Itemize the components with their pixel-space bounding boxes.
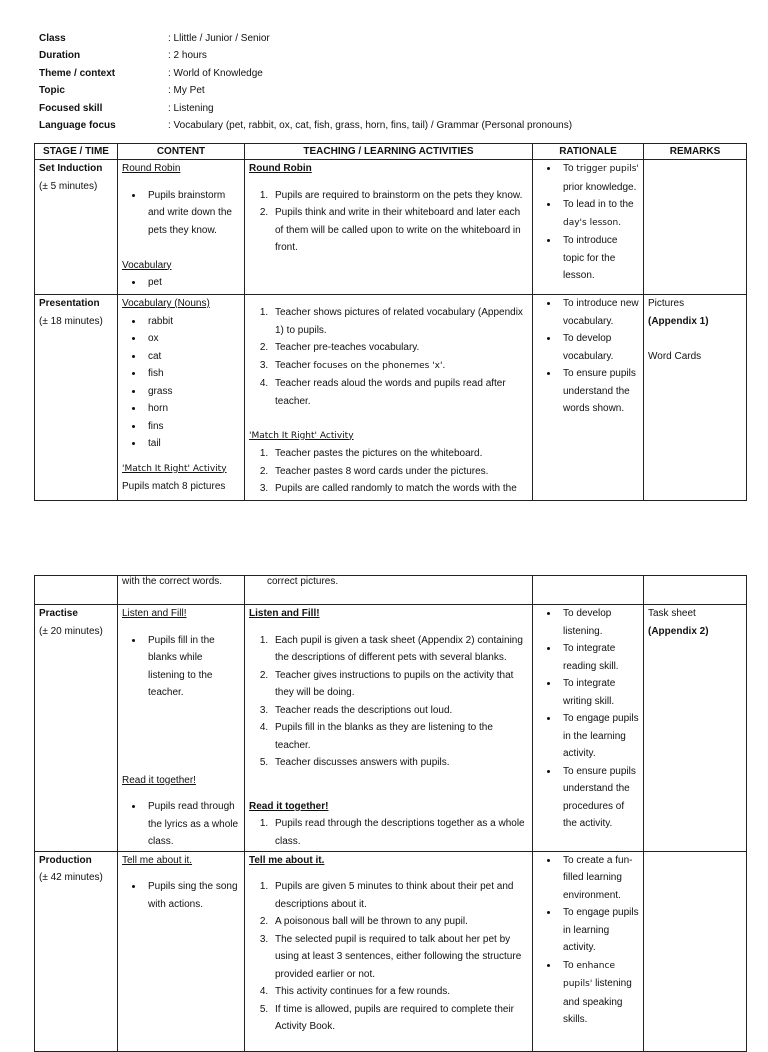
list-item: • ox — [144, 330, 240, 348]
remarks-appendix: (Appendix 1) — [648, 315, 709, 327]
list-item: • Pupils sing the song with actions. — [144, 878, 240, 913]
list-item: • To integrate reading skill. — [559, 640, 639, 675]
list-item: 1. Teacher pastes the pictures on the whiteboard. — [271, 445, 528, 463]
header-key: Focused skill — [39, 102, 103, 114]
content-list — [122, 878, 240, 913]
remarks-word-cards: Word Cards — [648, 350, 702, 362]
remarks-cell — [644, 160, 747, 295]
column-header-content: CONTENT — [118, 144, 245, 160]
activity-list — [249, 878, 528, 1036]
activity-heading: Listen and Fill! — [249, 608, 320, 619]
header-row-skill — [39, 100, 572, 117]
content-cell — [118, 605, 245, 852]
content-heading: Vocabulary (Nouns) — [122, 298, 210, 309]
stage-name: Presentation — [39, 298, 100, 309]
stage-name: Set Induction — [39, 163, 103, 174]
list-item: 3. Pupils are called randomly to match the words with the — [271, 480, 528, 498]
header-value: : Llittle / Junior / Senior — [168, 33, 270, 44]
list-item: • Pupils brainstorm and write down the pets they know. — [144, 187, 240, 240]
content-heading: Round Robin — [122, 163, 181, 174]
header-row-class — [39, 30, 572, 47]
activities-cell — [245, 576, 533, 605]
rationale-list — [537, 852, 639, 1029]
activities-cell — [245, 605, 533, 852]
list-item: 2. Pupils think and write in their whiteboard and later each of them will be called upon to write on the whiteboard in front. — [271, 204, 528, 257]
stage-time: (± 42 minutes) — [39, 872, 103, 883]
content-list — [122, 798, 240, 851]
list-item: 4. Teacher reads aloud the words and pupils read after teacher. — [271, 375, 528, 410]
activity-list — [249, 304, 528, 410]
list-item: • Pupils fill in the blanks while listening to the teacher. — [144, 632, 240, 702]
header-value: : Listening — [168, 102, 214, 114]
list-item: • To engage pupils in learning activity. — [559, 904, 639, 957]
activities-cell — [245, 160, 533, 295]
list-item: • cat — [144, 348, 240, 366]
content-heading: Tell me about it. — [122, 854, 193, 866]
activity-heading: Read it together! — [249, 800, 329, 812]
rationale-cell — [533, 295, 644, 501]
list-item: • To introduce topic for the lesson. — [559, 232, 639, 285]
activity-list — [249, 815, 528, 850]
remarks-pictures: Pictures — [648, 298, 685, 309]
list-item: 5. Teacher discusses answers with pupils. — [271, 754, 528, 772]
list-item: 3. The selected pupil is required to talk about her pet by using at least 3 sentences, either following the structure provided earlier or not. — [271, 931, 528, 984]
header-value: : My Pet — [168, 85, 205, 97]
list-item: • To create a fun-filled learning environment. — [559, 852, 639, 905]
content-activity-heading: 'Match It Right' Activity — [122, 463, 227, 474]
header-row-language — [39, 117, 572, 134]
stage-time: (± 20 minutes) — [39, 625, 103, 637]
list-item: 4. Pupils fill in the blanks as they are listening to the teacher. — [271, 719, 528, 754]
rationale-list — [537, 605, 639, 833]
list-item: 1. Pupils are given 5 minutes to think about their pet and descriptions about it. — [271, 878, 528, 913]
activity-heading: Round Robin — [249, 163, 312, 174]
header-row-topic — [39, 82, 572, 99]
remarks-appendix: (Appendix 2) — [648, 625, 709, 637]
content-list — [122, 632, 240, 702]
column-header-remarks: REMARKS — [644, 144, 747, 160]
activity-list — [249, 445, 528, 498]
stage-cell — [35, 160, 118, 295]
remarks-cell — [644, 605, 747, 852]
vocabulary-list — [122, 274, 240, 292]
lesson-plan-table-page-2 — [34, 575, 747, 1052]
list-item: • To develop vocabulary. — [559, 330, 639, 365]
rationale-list — [537, 295, 639, 418]
content-cell — [118, 851, 245, 1051]
stage-cell — [35, 295, 118, 501]
content-list — [122, 187, 240, 240]
header-key: Class — [39, 33, 66, 44]
list-item: • To integrate writing skill. — [559, 675, 639, 710]
header-value: : World of Knowledge — [168, 67, 263, 79]
list-item: 2. Teacher pastes 8 word cards under the pictures. — [271, 463, 528, 481]
content-heading: Read it together! — [122, 774, 196, 786]
lesson-header — [39, 30, 572, 134]
list-item: • grass — [144, 383, 240, 401]
list-item: • fish — [144, 365, 240, 383]
table-row-presentation — [35, 295, 747, 501]
rationale-cell — [533, 851, 644, 1051]
rationale-cell — [533, 160, 644, 295]
list-item: • pet — [144, 274, 240, 292]
rationale-cell — [533, 605, 644, 852]
header-key: Language focus — [39, 119, 116, 131]
content-activity-text: Pupils match 8 pictures — [122, 481, 226, 492]
content-text: with the correct words. — [122, 576, 223, 587]
stage-cell — [35, 851, 118, 1051]
activity-heading: Tell me about it. — [249, 854, 325, 866]
rationale-list — [537, 160, 639, 285]
list-item: • fins — [144, 418, 240, 436]
content-cell — [118, 160, 245, 295]
list-item: • tail — [144, 435, 240, 453]
list-item: 1. Pupils are required to brainstorm on the pets they know. — [271, 187, 528, 205]
header-value: : 2 hours — [168, 50, 207, 62]
remarks-task-sheet: Task sheet — [648, 608, 696, 619]
header-row-duration — [39, 47, 572, 64]
vocabulary-heading: Vocabulary — [122, 259, 172, 271]
list-item: 2. A poisonous ball will be thrown to any pupil. — [271, 913, 528, 931]
list-item: • To introduce new vocabulary. — [559, 295, 639, 330]
table-header-row — [35, 144, 747, 160]
list-item: 1. Teacher shows pictures of related vocabulary (Appendix 1) to pupils. — [271, 304, 528, 339]
header-value: : Vocabulary (pet, rabbit, ox, cat, fish, grass, horn, fins, tail) / Grammar (Personal pronouns) — [168, 119, 573, 131]
column-header-stage: STAGE / TIME — [35, 144, 118, 160]
column-header-rationale: RATIONALE — [533, 144, 644, 160]
list-item: • rabbit — [144, 313, 240, 331]
list-item: 1. Each pupil is given a task sheet (Appendix 2) containing the descriptions of different pets with several blanks. — [271, 632, 528, 667]
activity-list — [249, 632, 528, 772]
stage-time: (± 18 minutes) — [39, 315, 103, 327]
activities-cell — [245, 295, 533, 501]
table-row-set-induction — [35, 160, 747, 295]
rationale-cell — [533, 576, 644, 605]
stage-time: (± 5 minutes) — [39, 180, 98, 192]
list-item: • To enhance pupils' listening and speaking skills. — [559, 957, 639, 1029]
header-row-theme — [39, 65, 572, 82]
list-item: 3. Teacher reads the descriptions out loud. — [271, 702, 528, 720]
list-item: • To trigger pupils' prior knowledge. — [559, 160, 639, 196]
stage-cell — [35, 576, 118, 605]
list-item: 4. This activity continues for a few rounds. — [271, 983, 528, 1001]
header-key: Duration — [39, 50, 81, 62]
remarks-cell — [644, 851, 747, 1051]
stage-name: Production — [39, 854, 92, 866]
activity-list — [249, 187, 528, 257]
activity-text: correct pictures. — [267, 576, 339, 587]
list-item: • Pupils read through the lyrics as a whole class. — [144, 798, 240, 851]
table-row-production — [35, 851, 747, 1051]
content-heading: Listen and Fill! — [122, 608, 187, 619]
activity-heading: 'Match It Right' Activity — [249, 430, 354, 441]
content-cell — [118, 295, 245, 501]
header-key: Theme / context — [39, 67, 116, 79]
list-item: • To ensure pupils understand the procedures of the activity. — [559, 763, 639, 833]
table-row-practise — [35, 605, 747, 852]
list-item: 1. Pupils read through the descriptions together as a whole class. — [271, 815, 528, 850]
stage-cell — [35, 605, 118, 852]
list-item: • To engage pupils in the learning activity. — [559, 710, 639, 763]
list-item: 2. Teacher pre-teaches vocabulary. — [271, 339, 528, 357]
header-key: Topic — [39, 85, 65, 97]
table-row-continuation — [35, 576, 747, 605]
list-item: • horn — [144, 400, 240, 418]
content-cell — [118, 576, 245, 605]
remarks-cell — [644, 576, 747, 605]
remarks-cell — [644, 295, 747, 501]
list-item: 5. If time is allowed, pupils are required to complete their Activity Book. — [271, 1001, 528, 1036]
vocabulary-list — [122, 313, 240, 453]
list-item: 2. Teacher gives instructions to pupils on the activity that they will be doing. — [271, 667, 528, 702]
list-item: 3. Teacher focuses on the phonemes 'x'. — [271, 357, 528, 376]
activities-cell — [245, 851, 533, 1051]
stage-name: Practise — [39, 608, 78, 619]
list-item: • To ensure pupils understand the words shown. — [559, 365, 639, 418]
list-item: • To develop listening. — [559, 605, 639, 640]
list-item: • To lead in to the day's lesson. — [559, 196, 639, 232]
lesson-plan-table-page-1 — [34, 143, 747, 501]
column-header-activities: TEACHING / LEARNING ACTIVITIES — [245, 144, 533, 160]
